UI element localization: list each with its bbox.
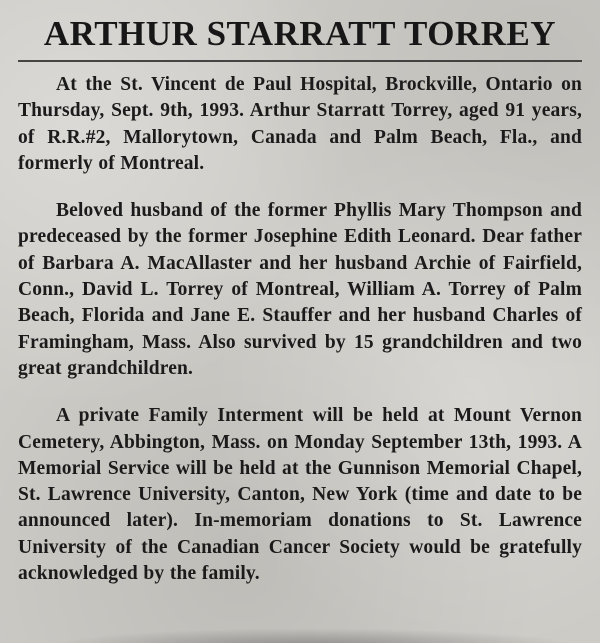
paragraph: At the St. Vincent de Paul Hospital, Brockville, Ontario on Thursday, Sept. 9th, 1993. Arthur Starratt Torrey, aged 91 years, of R.R.#2, Mallorytown, Canada and Palm Beach, Fla., and formerly of Montreal.: [18, 74, 582, 174]
paragraph: A private Family Interment will be held at Mount Vernon Cemetery, Abbington, Mass. on Monday September 13th, 1993. A Memorial Service will be held at the Gunnison Memorial Chapel, St. Lawrence University, Canton, New York (time and date to be announced later). In-memoriam donations to St. Lawrence University of the Canadian Cancer Society would be gratefully acknowledged by the family.: [18, 405, 582, 585]
page-title: ARTHUR STARRATT TORREY: [43, 14, 557, 53]
divider: [18, 60, 582, 62]
obituary-body: [18, 72, 582, 587]
scan-artifact: [0, 625, 600, 643]
paragraph: Beloved husband of the former Phyllis Mary Thompson and predeceased by the former Josephine Edith Leonard. Dear father of Barbara A. MacAllaster and her husband Archie of Fairfield, Conn., David L. Torrey of Montreal, William A. Torrey of Palm Beach, Florida and Jane E. Stauffer and her husband Charles of Framingham, Mass. Also survived by 15 grandchildren and two great grandchildren.: [18, 200, 582, 379]
